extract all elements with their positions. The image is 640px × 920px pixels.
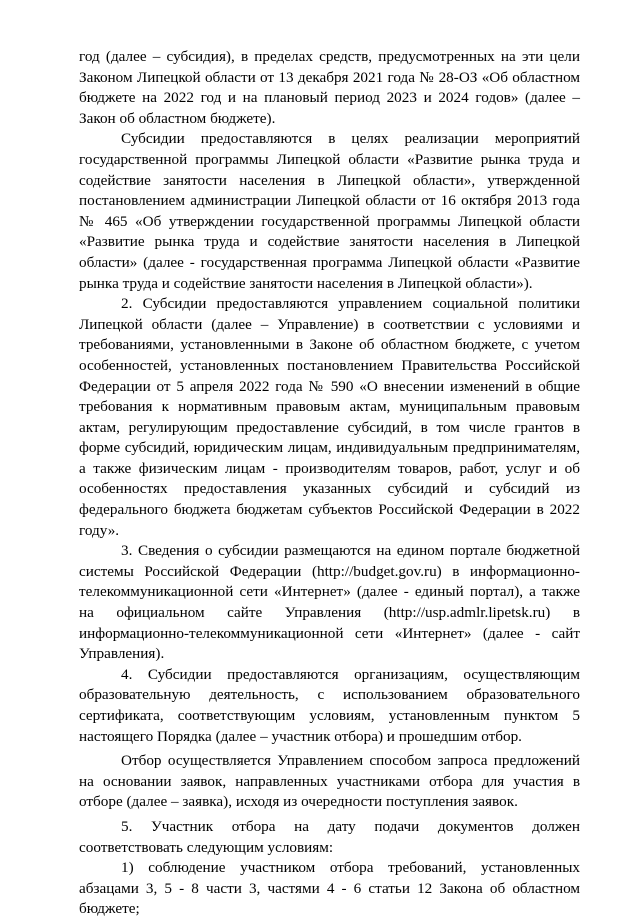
document-page xyxy=(79,47,580,920)
paragraph-item-3: 3. Сведения о субсидии размещаются на едином портале бюджетной системы Российской Федерации (http://budget.gov.ru) в информационно-телекоммуникационной сети «Интернет» (далее - единый портал), а также на официальном сайте Управления (http://usp.admlr.lipetsk.ru) в информационно-телекоммуникационной сети «Интернет» (далее - сайт Управления). xyxy=(79,542,580,663)
paragraph-selection-method: Отбор осуществляется Управлением способом запроса предложений на основании заявок, направленных участниками отбора для участия в отборе (далее – заявка), исходя из очередности поступления заявок. xyxy=(79,752,580,811)
paragraph-subsidy-purpose: Субсидии предоставляются в целях реализации мероприятий государственной программы Липецкой области «Развитие рынка труда и содействие занятости населения в Липецкой области», утвержденной постановлением администрации Липецкой области от 16 октября 2013 года № 465 «Об утверждении государственной программы Липецкой области «Развитие рынка труда и содействие занятости населения в Липецкой области» (далее - государственная программа Липецкой области «Развитие рынка труда и содействие занятости населения в Липецкой области»). xyxy=(79,130,580,292)
paragraph-item-5: 5. Участник отбора на дату подачи документов должен соответствовать следующим условиям: xyxy=(79,817,580,856)
paragraph-item-5-condition-1: 1) соблюдение участником отбора требований, установленных абзацами 3, 5 - 8 части 3, частями 4 - 6 статьи 12 Закона об областном бюджете; xyxy=(79,859,580,918)
paragraph-item-2: 2. Субсидии предоставляются управлением социальной политики Липецкой области (далее – Управление) в соответствии с условиями и требованиями, установленными в Законе об областном бюджете, с учетом особенностей, установленных постановлением Правительства Российской Федерации от 5 апреля 2022 года № 590 «О внесении изменений в общие требования к нормативным правовым актам, муниципальным правовым актам, регулирующим предоставление субсидий, в том числе грантов в форме субсидий, юридическим лицам, индивидуальным предпринимателям, а также физическим лицам - производителям товаров, работ, услуг и об особенностях предоставления указанных субсидий и субсидий из федерального бюджета бюджетам субъектов Российской Федерации в 2022 году». xyxy=(79,295,580,539)
paragraph-subsidy-intro: год (далее – субсидия), в пределах средств, предусмотренных на эти цели Законом Липецкой области от 13 декабря 2021 года № 28-ОЗ «Об областном бюджете на 2022 год и на плановый период 2023 и 2024 годов» (далее – Закон об областном бюджете). xyxy=(79,48,580,127)
paragraph-item-4: 4. Субсидии предоставляются организациям, осуществляющим образовательную деятельность, с использованием образовательного сертификата, соответствующим условиям, установленным пунктом 5 настоящего Порядка (далее – участник отбора) и прошедшим отбор. xyxy=(79,665,580,745)
